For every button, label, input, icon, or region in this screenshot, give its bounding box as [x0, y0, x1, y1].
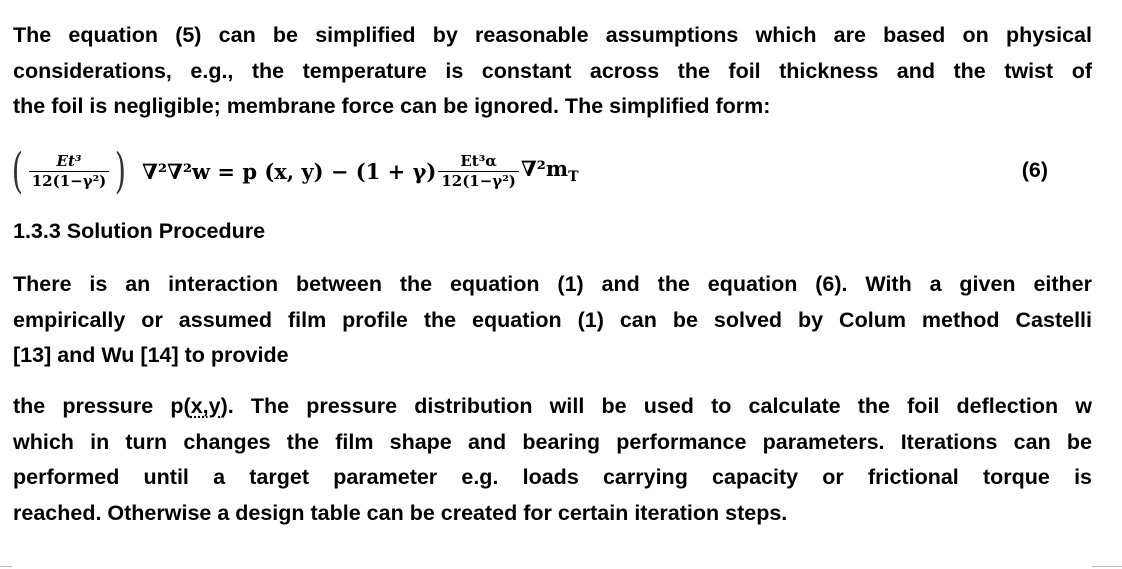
right-denominator: 12(1−γ²): [438, 171, 519, 191]
text-line: empirically or assumed film profile the equation (1) can be solved by Colum method Castelli: [13, 307, 1092, 332]
paragraph-intro: [13, 18, 1092, 125]
laplacian-m: ∇²m: [520, 156, 569, 182]
xy-underlined: x,y: [190, 394, 221, 418]
paragraph-interaction: [13, 267, 1092, 374]
left-numerator: Et³: [56, 151, 82, 170]
equation-lhs: ∇²∇²w = p (x, y) − (1 + γ): [142, 158, 437, 184]
equation-rhs: [521, 156, 579, 185]
right-numerator: Et³α: [460, 151, 497, 170]
text-line: the pressure p(x,y). The pressure distribution will be used to calculate the foil deflection w: [13, 394, 1092, 418]
paragraph-pressure: [13, 389, 1092, 531]
text-line: There is an interaction between the equation (1) and the equation (6). With a given either: [13, 272, 1092, 296]
text-line: [13] and Wu [14] to provide: [13, 343, 289, 367]
equation-6: [8, 140, 1098, 202]
section-heading: 1.3.3 Solution Procedure: [13, 219, 266, 243]
subscript-t: T: [568, 169, 579, 186]
right-paren: ): [115, 143, 127, 199]
left-fraction: [29, 152, 110, 191]
equation-body: [8, 140, 579, 202]
page-corner-left: [0, 566, 12, 567]
page-corner-right: [1092, 566, 1122, 567]
text-line: performed until a target parameter e.g. loads carrying capacity or frictional torque is: [13, 465, 1092, 489]
left-denominator: 12(1−γ²): [29, 171, 110, 191]
text-line: considerations, e.g., the temperature is constant across the foil thickness and the twist of: [13, 58, 1092, 83]
left-paren: (: [11, 143, 23, 199]
text-line: reached. Otherwise a design table can be created for certain iteration steps.: [13, 500, 788, 525]
right-fraction: [438, 152, 519, 191]
text-line: The equation (5) can be simplified by reasonable assumptions which are based on physical: [13, 23, 1092, 47]
text-line: the foil is negligible; membrane force can be ignored. The simplified form:: [13, 94, 771, 118]
text-line: which in turn changes the film shape and bearing performance parameters. Iterations can be: [13, 429, 1092, 454]
equation-number: (6): [1021, 158, 1048, 182]
